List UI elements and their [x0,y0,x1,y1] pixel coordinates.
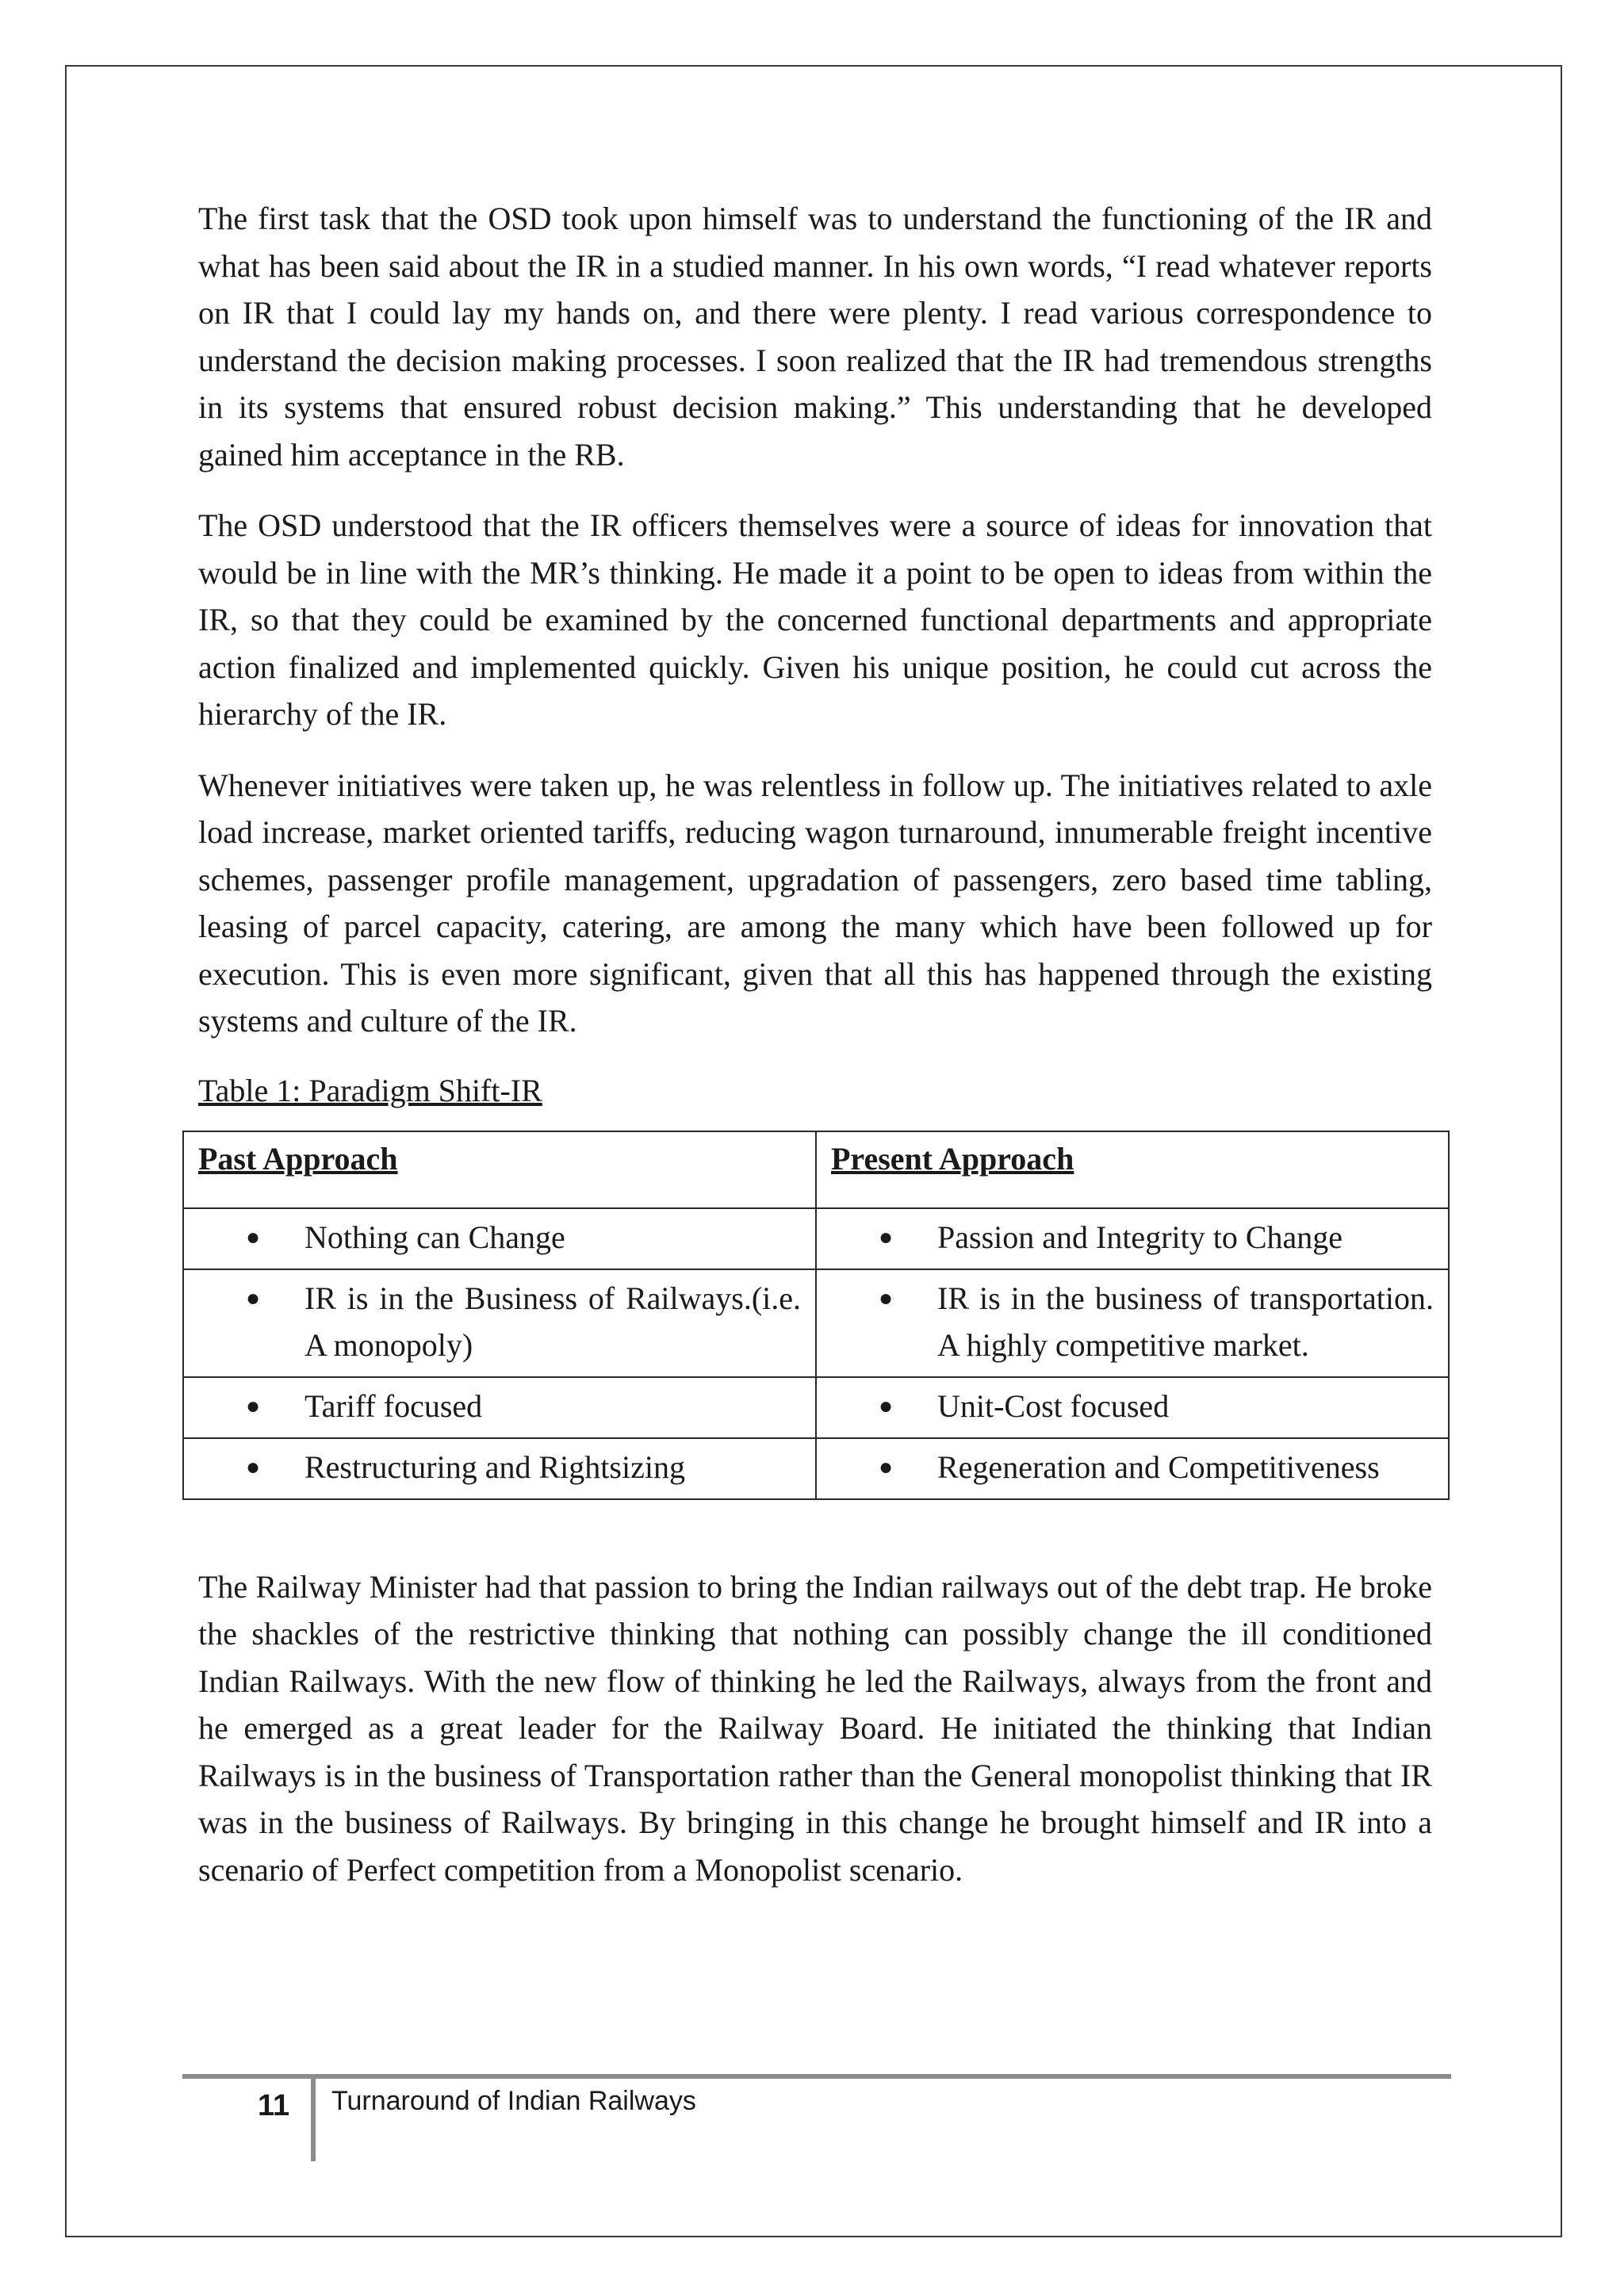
bullet-icon: ● [246,1223,261,1250]
table-cell-past [183,1377,816,1438]
footer-title: Turnaround of Indian Railways [331,2086,696,2116]
bullet-icon: ● [246,1453,261,1480]
cell-text: Unit-Cost focused [937,1387,1170,1424]
table-row [183,1438,1449,1499]
cell-text: Regeneration and Competitiveness [937,1448,1380,1485]
bullet-icon: ● [879,1392,894,1419]
table-header-row [183,1131,1449,1208]
table-cell-present [816,1438,1449,1499]
cell-text: Restructuring and Rightsizing [304,1448,685,1485]
header-present-approach: Present Approach [816,1131,1449,1208]
bullet-icon: ● [879,1284,894,1311]
footer-divider [182,2074,1451,2079]
paradigm-shift-table [182,1131,1450,1500]
bullet-icon: ● [246,1392,261,1419]
footer-vertical-divider [311,2079,316,2161]
paragraph-railway-minister: The Railway Minister had that passion to bring the Indian railways out of the debt trap. He broke the shackles of the restrictive thinking that nothing can possibly change the ill conditioned Indian Railways. With the new flow of thinking he led the Railways, always from the front and he emerged as a great leader for the Railway Board. He initiated the thinking that Indian Railways is in the business of Transportation rather than the General monopolist thinking that IR was in the business of Railways. By bringing in this change he brought himself and IR into a scenario of Perfect competition from a Monopolist scenario. [198,1568,1432,1888]
bullet-icon: ● [246,1284,261,1311]
header-past-approach: Past Approach [183,1131,816,1208]
bullet-icon: ● [879,1453,894,1480]
table-caption: Table 1: Paradigm Shift-IR [198,1072,542,1108]
table-row [183,1208,1449,1269]
cell-text: Nothing can Change [304,1219,565,1255]
paragraph-osd-ideas: The OSD understood that the IR officers themselves were a source of ideas for innovation that would be in line with the MR’s thinking. He made it a point to be open to ideas from within the IR, so that they could be examined by the concerned functional departments and appropriate action finalized and implemented quickly. Given his unique position, he could cut across the hierarchy of the IR. [198,507,1432,732]
table-row [183,1269,1449,1377]
cell-text: IR is in the Business of Railways.(i.e. A monopoly) [304,1280,801,1363]
table-cell-past [183,1269,816,1377]
page-content [198,195,1432,1917]
table-row [183,1377,1449,1438]
cell-text: IR is in the business of transportation. A highly competitive market. [937,1280,1434,1363]
cell-text: Passion and Integrity to Change [937,1219,1343,1255]
table-cell-past [183,1438,816,1499]
page-number: 11 [258,2089,290,2122]
paragraph-initiatives: Whenever initiatives were taken up, he was relentless in follow up. The initiatives related to axle load increase, market oriented tariffs, reducing wagon turnaround, innumerable freight incentive schemes, passenger profile management, upgradation of passengers, zero based time tabling, leasing of parcel capacity, catering, are among the many which have been followed up for execution. This is even more significant, given that all this has happened through the existing systems and culture of the IR. [198,767,1432,1039]
table-cell-present [816,1208,1449,1269]
table-cell-past [183,1208,816,1269]
table-cell-present [816,1377,1449,1438]
paragraph-osd-task: The first task that the OSD took upon himself was to understand the functioning of the IR and what has been said about the IR in a studied manner. In his own words, “I read whatever reports on IR that I could lay my hands on, and there were plenty. I read various correspondence to understand the decision making processes. I soon realized that the IR had tremendous strengths in its systems that ensured robust decision making.” This understanding that he developed gained him acceptance in the RB. [198,201,1432,473]
cell-text: Tariff focused [304,1387,483,1424]
table-cell-present [816,1269,1449,1377]
bullet-icon: ● [879,1223,894,1250]
